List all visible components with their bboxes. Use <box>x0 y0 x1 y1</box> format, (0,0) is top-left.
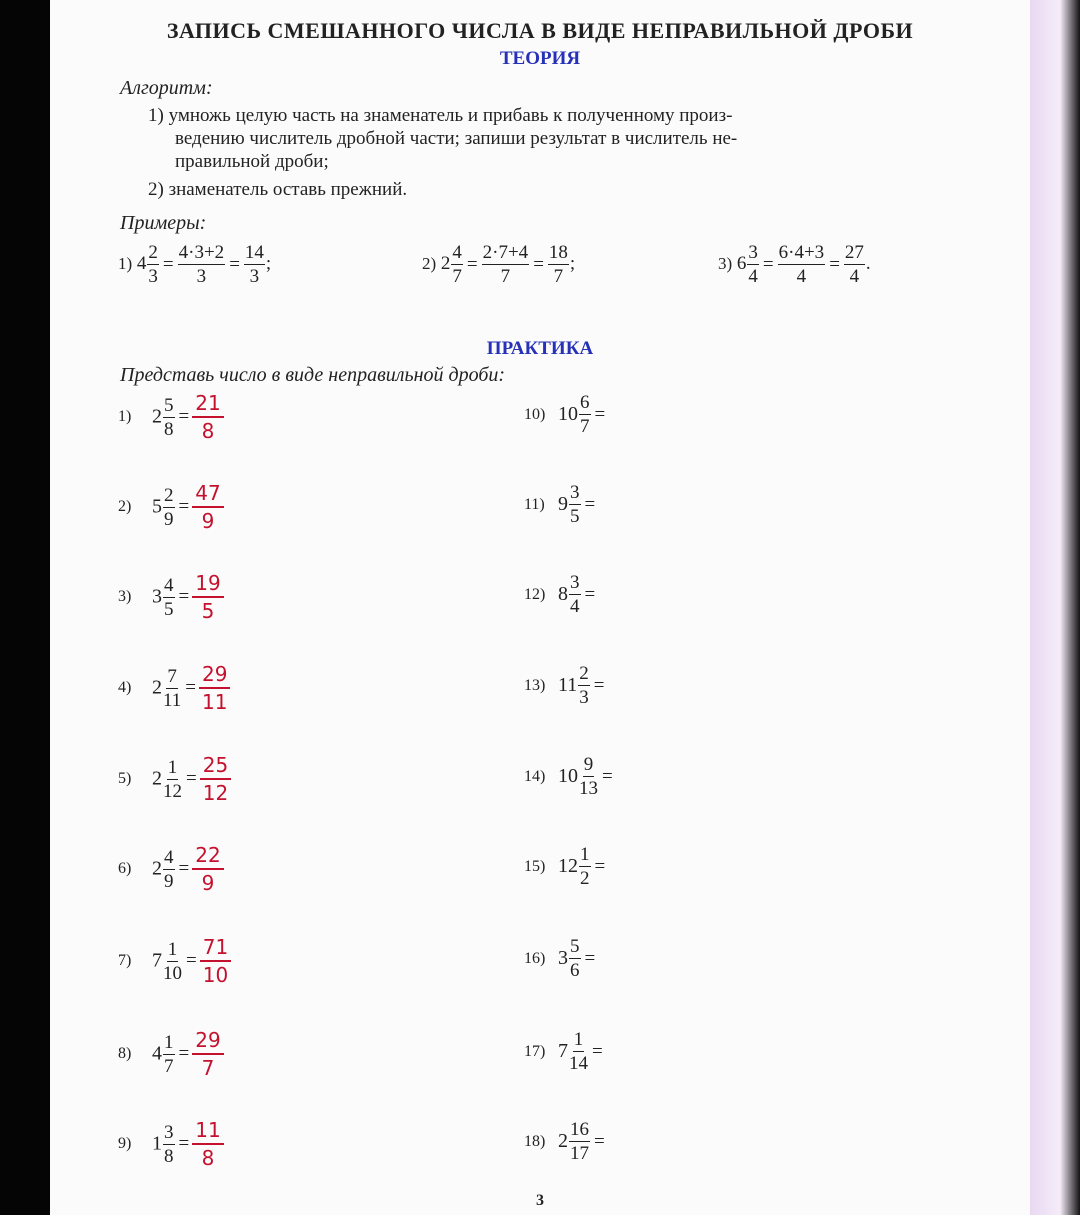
example-1: 1) 4 $\frac{2}{3}$ = $\frac{4\cdot 3+2}{3}$ = $\frac{14}{3}$ ; <box>118 242 272 287</box>
exercise-18: 18) 2 $\frac{16}{17}$ = <box>524 1119 605 1164</box>
algorithm-step-1-line-3: правильной дроби; <box>175 151 329 172</box>
exercise-10: 10) 10 $\frac{6}{7}$ = <box>524 392 606 437</box>
exercise-1: 1) 2 $\frac{5}{8}$ = $\frac{21}{8}$ <box>118 393 224 441</box>
handwritten-answer: $\frac{47}{9}$ <box>192 483 223 531</box>
left-background <box>0 0 50 1215</box>
exercise-7: 7) 7 $\frac{1}{10}$ = $\frac{71}{10}$ <box>118 937 231 985</box>
whole-part: 2 <box>440 252 451 274</box>
handwritten-answer: $\frac{71}{10}$ <box>200 937 231 985</box>
result-fraction: $\frac{14}{3}$ <box>244 242 264 287</box>
algorithm-label: Алгоритм: <box>120 77 213 99</box>
exercise-13: 13) 11 $\frac{2}{3}$ = <box>524 663 605 708</box>
result-fraction: $\frac{27}{4}$ <box>844 242 864 287</box>
handwritten-answer: $\frac{21}{8}$ <box>192 393 223 441</box>
example-3: 3) 6 $\frac{3}{4}$ = $\frac{6\cdot 4+3}{4}$ = $\frac{27}{4}$ . <box>718 242 871 287</box>
fraction: $\frac{3}{4}$ <box>748 242 758 287</box>
right-background <box>1030 0 1080 1215</box>
example-number: 2) <box>422 253 437 273</box>
example-number: 1) <box>118 253 133 273</box>
exercise-5: 5) 2 $\frac{1}{12}$ = $\frac{25}{12}$ <box>118 755 231 803</box>
algorithm-step-1-line-2: ведению числитель дробной части; запиши результат в числитель не- <box>175 128 738 149</box>
worksheet-page <box>50 0 1030 1215</box>
example-2: 2) 2 $\frac{4}{7}$ = $\frac{2\cdot 7+4}{7}$ = $\frac{18}{7}$ ; <box>422 242 576 287</box>
example-number: 3) <box>718 253 733 273</box>
examples-label: Примеры: <box>120 212 207 234</box>
exercise-16: 16) 3 $\frac{5}{6}$ = <box>524 936 596 981</box>
practice-instruction: Представь число в виде неправильной дроби: <box>120 364 506 386</box>
exercise-12: 12) 8 $\frac{3}{4}$ = <box>524 572 596 617</box>
exercise-15: 15) 12 $\frac{1}{2}$ = <box>524 844 606 889</box>
handwritten-answer: $\frac{29}{7}$ <box>192 1030 223 1078</box>
calc-fraction: $\frac{4\cdot 3+2}{3}$ <box>178 242 225 287</box>
algorithm-step-1-line-1: 1) умножь целую часть на знаменатель и прибавь к полученному произ- <box>148 105 733 126</box>
handwritten-answer: $\frac{22}{9}$ <box>192 845 223 893</box>
theory-heading: ТЕОРИЯ <box>499 48 581 69</box>
whole-part: 4 <box>136 252 147 274</box>
result-fraction: $\frac{18}{7}$ <box>548 242 568 287</box>
calc-fraction: $\frac{6\cdot 4+3}{4}$ <box>778 242 825 287</box>
whole-part: 6 <box>736 252 747 274</box>
page-number: 3 <box>536 1192 544 1209</box>
calc-fraction: $\frac{2\cdot 7+4}{7}$ <box>482 242 529 287</box>
algorithm-step-2: 2) знаменатель оставь прежний. <box>148 179 408 200</box>
exercise-17: 17) 7 $\frac{1}{14}$ = <box>524 1029 603 1074</box>
exercise-3: 3) 3 $\frac{4}{5}$ = $\frac{19}{5}$ <box>118 573 224 621</box>
exercise-2: 2) 5 $\frac{2}{9}$ = $\frac{47}{9}$ <box>118 483 224 531</box>
exercise-6: 6) 2 $\frac{4}{9}$ = $\frac{22}{9}$ <box>118 845 224 893</box>
handwritten-answer: $\frac{25}{12}$ <box>200 755 231 803</box>
exercise-14: 14) 10 $\frac{9}{13}$ = <box>524 754 613 799</box>
exercise-9: 9) 1 $\frac{3}{8}$ = $\frac{11}{8}$ <box>118 1120 224 1168</box>
fraction: $\frac{2}{3}$ <box>148 242 158 287</box>
exercise-4: 4) 2 $\frac{7}{11}$ = $\frac{29}{11}$ <box>118 664 230 712</box>
practice-heading: ПРАКТИКА <box>486 338 594 359</box>
exercise-8: 8) 4 $\frac{1}{7}$ = $\frac{29}{7}$ <box>118 1030 224 1078</box>
page-title: ЗАПИСЬ СМЕШАННОГО ЧИСЛА В ВИДЕ НЕПРАВИЛЬНОЙ ДРОБИ <box>166 18 914 43</box>
handwritten-answer: $\frac{29}{11}$ <box>199 664 230 712</box>
handwritten-answer: $\frac{19}{5}$ <box>192 573 223 621</box>
exercise-11: 11) 9 $\frac{3}{5}$ = <box>524 482 596 527</box>
handwritten-answer: $\frac{11}{8}$ <box>192 1120 223 1168</box>
fraction: $\frac{4}{7}$ <box>452 242 462 287</box>
